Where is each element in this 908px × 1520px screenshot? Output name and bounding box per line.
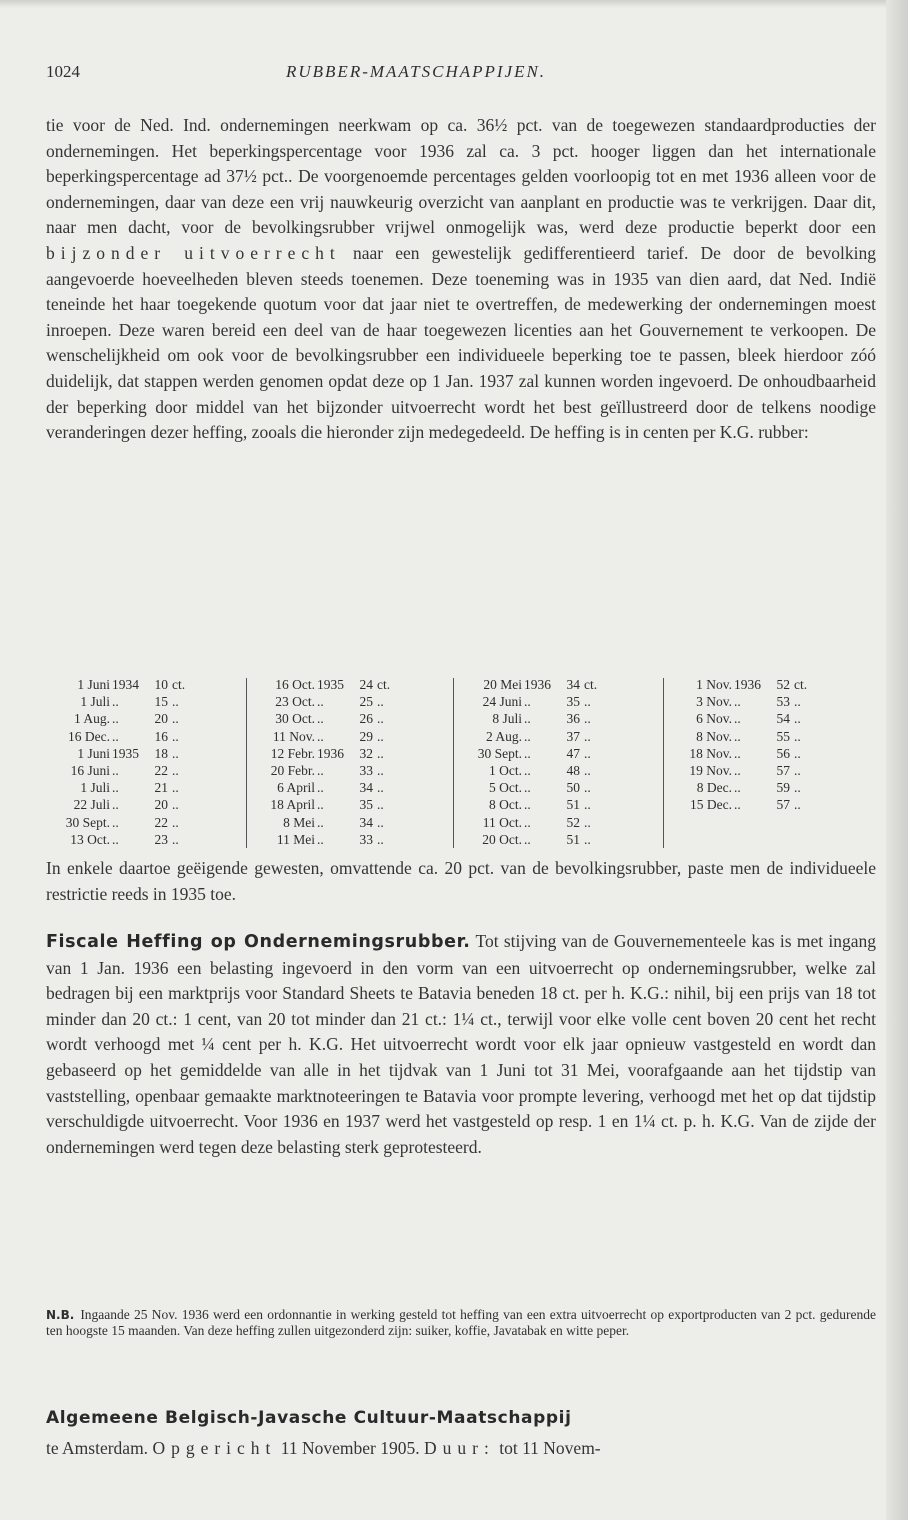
rate-row (48, 831, 238, 848)
rate-row (48, 676, 238, 693)
rate-row (460, 779, 650, 796)
rate-row (460, 796, 650, 813)
company-duration-text: tot 11 Novem- (494, 1437, 601, 1458)
section-fiscal-levy (46, 929, 876, 1160)
rate-year: .. (112, 694, 119, 710)
export-duty-rate-table (48, 676, 878, 848)
rate-year: .. (317, 814, 324, 830)
rate-unit: .. (172, 694, 179, 710)
para1-text-start: tie voor de Ned. Ind. ondernemingen neerkwam op ca. 36½ pct. van de toegewezen standaardproducties der ondernemingen. Het beperkingspercentage voor 1936 zal ca. 3 pct. hooger liggen dan het internationale beperkingspercentage ad 37½ pct.. De voorgenoemde percentages gelden voorloopig tot en met 1936 alleen voor de ondernemingen, daar van deze een vrij nauwkeurig overzicht van aanplant en productie was te verkrijgen. Daar dit, naar men dacht, voor de bevolkingsrubber vrijwel onmogelijk was, werd deze productie beperkt door een (46, 115, 876, 238)
rate-date: 5 Oct. (489, 780, 522, 796)
rate-value: 24 (359, 677, 373, 692)
rate-row (253, 796, 443, 813)
rate-year: .. (317, 728, 324, 744)
rate-year: .. (524, 728, 531, 744)
rate-year: .. (524, 814, 531, 830)
rate-row (670, 710, 860, 727)
rate-value: 37 (566, 728, 580, 744)
rate-year: .. (524, 780, 531, 796)
paragraph-quota (46, 113, 876, 446)
rate-date: 8 Mei (283, 814, 315, 830)
rate-unit: .. (794, 797, 801, 813)
rate-year: .. (112, 797, 119, 813)
rate-unit: .. (172, 814, 179, 830)
rate-value: 22 (154, 814, 168, 830)
note-label: N.B. (46, 1308, 75, 1322)
rate-row (670, 728, 860, 745)
rate-date: 11 Nov. (272, 728, 315, 744)
rate-value: 36 (566, 711, 580, 727)
rate-row (253, 779, 443, 796)
rate-date: 16 Dec. (68, 728, 110, 744)
rate-unit: .. (584, 728, 591, 744)
rate-value: 50 (566, 780, 580, 796)
rate-date: 6 Nov. (696, 711, 732, 727)
fiscal-text: Tot stijving van de Gouvernementeele kas is met ingang van 1 Jan. 1936 een belasting ingevoerd in den vorm van een uitvoerrecht op ondernemingsrubber, welke zal bedragen bij een marktprijs voor Standard Sheets te Batavia beneden 18 ct. per h. K.G.: nihil, bij een prijs van 18 tot minder dan 20 ct.: 1 cent, van 20 tot minder dan 21 ct.: 1¼ ct., terwijl voor elke volle cent boven 20 cent het recht wordt verhoogd met ¼ cent per h. K.G. Het uitvoerrecht wordt voor elk jaar opnieuw vastgesteld en wordt dan gebaseerd op het gemiddelde van alle in het tijdvak van 1 Juni tot 31 Mei, voorafgaande aan het tijdstip van vaststelling, openbaar gemaakte marktnoteeringen te Batavia voor prompte levering, verhoogd met het op dat tijdstip verschuldigde uitvoerrecht. Voor 1936 en 1937 werd het vastgesteld op resp. 1 en 1¼ ct. p. h. K.G. Van de zijde der ondernemingen werd tegen deze belasting sterk geprotesteerd. (46, 931, 877, 1157)
rate-date: 8 Nov. (696, 728, 732, 744)
rate-unit: .. (377, 745, 384, 761)
rate-row (460, 676, 650, 693)
rate-row (253, 814, 443, 831)
rate-unit: .. (794, 780, 801, 796)
rate-row (670, 676, 860, 693)
rate-year: .. (524, 745, 531, 761)
rate-unit: .. (377, 831, 384, 847)
rate-unit: .. (584, 831, 591, 847)
para1-text-end: naar een gewestelijk gedifferentieerd tarief. De door de bevolking aangevoerde hoeveelheden bleven steeds toenemen. Deze toeneming was in 1935 van dien aard, dat Ned. Indië teneinde het haar toegekende quotum voor dat jaar niet te overtreffen, de medewerking der ondernemingen moest inroepen. Deze waren bereid een deel van de haar toegewezen licenties aan het Gouvernement te verkoopen. De wenschelijkheid om ook voor de bevolkingsrubber een individueele beperking toe te passen, bleek hierdoor zóó duidelijk, dat stappen werden genomen opdat deze op 1 Jan. 1937 zal kunnen worden ingevoerd. De onhoudbaarheid der beperking door middel van het bijzonder uitvoerrecht wordt het best geïllustreerd door de telkens noodige veranderingen dezer heffing, zooals die hieronder zijn medegedeeld. De heffing is in centen per K.G. rubber: (46, 242, 876, 443)
paragraph-individual-restriction (46, 856, 876, 907)
rate-row (253, 728, 443, 745)
rate-year: 1935 (317, 677, 344, 692)
rate-date: 30 Sept. (477, 745, 522, 761)
column-divider (246, 678, 247, 848)
rate-value: 57 (776, 762, 790, 778)
rate-row (460, 693, 650, 710)
rate-row (460, 814, 650, 831)
rate-date: 20 Febr. (270, 762, 315, 778)
rate-year: .. (112, 831, 119, 847)
rate-unit: .. (172, 762, 179, 778)
rate-year: 1935 (112, 745, 139, 761)
rate-year: .. (317, 694, 324, 710)
rate-date: 19 Nov. (689, 762, 732, 778)
company-founded-date: 11 November 1905. (276, 1437, 425, 1458)
rate-year: 1936 (317, 745, 344, 761)
rate-year: .. (524, 797, 531, 813)
rate-value: 18 (154, 745, 168, 761)
rate-unit: .. (584, 762, 591, 778)
rate-unit: .. (172, 711, 179, 727)
rate-year: .. (112, 728, 119, 744)
rate-value: 34 (359, 780, 373, 796)
rate-year: .. (734, 780, 741, 796)
rate-date: 1 Juni (77, 745, 110, 761)
rate-value: 22 (154, 762, 168, 778)
rate-unit: ct. (794, 677, 808, 692)
rate-date: 11 Mei (276, 831, 315, 847)
rate-unit: .. (172, 797, 179, 813)
rate-date: 18 Nov. (689, 745, 732, 761)
rate-value: 59 (776, 780, 790, 796)
rate-value: 56 (776, 745, 790, 761)
rate-date: 1 Nov. (696, 677, 732, 692)
rate-row (253, 762, 443, 779)
rate-value: 26 (359, 711, 373, 727)
rate-row (670, 796, 860, 813)
rate-date: 8 Juli (492, 711, 522, 727)
rate-row (670, 745, 860, 762)
rate-date: 1 Juli (80, 780, 110, 796)
rate-year: .. (734, 762, 741, 778)
company-duration-label: Duur: (424, 1437, 495, 1458)
rate-date: 24 Juni (482, 694, 522, 710)
company-location: te Amsterdam. (46, 1437, 153, 1458)
rate-unit: .. (377, 780, 384, 796)
rate-year: .. (524, 762, 531, 778)
rate-unit: .. (172, 780, 179, 796)
column-divider (453, 678, 454, 848)
rate-unit: .. (377, 728, 384, 744)
rate-value: 20 (154, 711, 168, 727)
rate-date: 18 April (270, 797, 315, 813)
note-text: Ingaande 25 Nov. 1936 werd een ordonnantie in werking gesteld tot heffing van een extra uitvoerrecht op exportproducten van 2 pct. gedurende ten hoogste 15 maanden. Van deze heffing zullen uitgezonderd zijn: suiker, koffie, Javatabak en witte peper. (46, 1307, 876, 1339)
rate-year: .. (317, 762, 324, 778)
rate-year: .. (112, 762, 119, 778)
rate-column (670, 676, 860, 848)
rate-value: 33 (359, 831, 373, 847)
rate-row (48, 745, 238, 762)
rate-row (253, 676, 443, 693)
rate-value: 35 (359, 797, 373, 813)
rate-date: 16 Oct. (275, 677, 315, 692)
rate-unit: ct. (584, 677, 598, 692)
rate-unit: .. (172, 831, 179, 847)
rate-date: 20 Oct. (482, 831, 522, 847)
rate-row (48, 710, 238, 727)
rate-value: 52 (776, 677, 790, 692)
rate-date: 30 Sept. (65, 814, 110, 830)
rate-year: 1936 (524, 677, 551, 692)
rate-year: .. (524, 711, 531, 727)
rate-year: .. (317, 797, 324, 813)
rate-unit: .. (584, 694, 591, 710)
rate-value: 35 (566, 694, 580, 710)
rate-unit: .. (377, 797, 384, 813)
rate-year: .. (734, 694, 741, 710)
rate-value: 25 (359, 694, 373, 710)
rate-date: 23 Oct. (275, 694, 315, 710)
rate-value: 34 (566, 677, 580, 692)
rate-date: 22 Juli (73, 797, 110, 813)
rate-unit: .. (377, 814, 384, 830)
rate-date: 20 Mei (483, 677, 522, 692)
rate-year: .. (524, 694, 531, 710)
rate-year: .. (112, 814, 119, 830)
rate-unit: .. (794, 745, 801, 761)
rate-value: 29 (359, 728, 373, 744)
rate-value: 52 (566, 814, 580, 830)
rate-date: 1 Juli (80, 694, 110, 710)
rate-row (253, 693, 443, 710)
rate-unit: .. (584, 745, 591, 761)
rate-unit: .. (377, 711, 384, 727)
rate-date: 8 Dec. (696, 780, 732, 796)
fiscal-heading: Fiscale Heffing op Ondernemingsrubber. (46, 932, 471, 952)
rate-date: 1 Juni (77, 677, 110, 692)
rate-value: 34 (359, 814, 373, 830)
rate-unit: .. (377, 762, 384, 778)
rate-year: .. (317, 711, 324, 727)
rate-row (460, 762, 650, 779)
rate-row (460, 728, 650, 745)
rate-row (48, 814, 238, 831)
rate-year: .. (734, 711, 741, 727)
rate-column (460, 676, 650, 848)
rate-value: 55 (776, 728, 790, 744)
rate-value: 47 (566, 745, 580, 761)
rate-year: 1936 (734, 677, 761, 692)
company-founded-label: Opgericht (152, 1437, 277, 1458)
rate-year: .. (317, 831, 324, 847)
page-number: 1024 (46, 62, 80, 81)
rate-row (48, 728, 238, 745)
rate-row (253, 710, 443, 727)
rate-year: 1934 (112, 677, 139, 692)
rate-value: 23 (154, 831, 168, 847)
rate-unit: .. (172, 745, 179, 761)
rate-year: .. (734, 728, 741, 744)
running-head: RUBBER-MAATSCHAPPIJEN. (286, 62, 547, 81)
rate-unit: ct. (172, 677, 186, 692)
rate-value: 53 (776, 694, 790, 710)
page-right-edge (886, 0, 908, 1520)
para1-spaced-term: bijzonder uitvoerrecht (46, 242, 341, 263)
rate-unit: .. (584, 780, 591, 796)
rate-year: .. (524, 831, 531, 847)
rate-column (253, 676, 443, 848)
rate-date: 13 Oct. (70, 831, 110, 847)
rate-value: 20 (154, 797, 168, 813)
rate-unit: .. (794, 728, 801, 744)
rate-row (670, 693, 860, 710)
rate-value: 51 (566, 831, 580, 847)
rate-date: 11 Oct. (482, 814, 522, 830)
rate-value: 54 (776, 711, 790, 727)
rate-unit: .. (584, 711, 591, 727)
rate-row (460, 831, 650, 848)
rate-year: .. (734, 797, 741, 813)
rate-row (253, 745, 443, 762)
rate-row (670, 779, 860, 796)
rate-year: .. (317, 780, 324, 796)
rate-row (460, 710, 650, 727)
rate-value: 16 (154, 728, 168, 744)
rate-value: 33 (359, 762, 373, 778)
rate-row (48, 762, 238, 779)
rate-value: 15 (154, 694, 168, 710)
section-company (46, 1405, 876, 1461)
company-heading: Algemeene Belgisch-Javasche Cultuur-Maatschappij (46, 1408, 572, 1428)
rate-date: 6 April (277, 780, 315, 796)
rate-unit: .. (584, 814, 591, 830)
rate-value: 57 (776, 797, 790, 813)
rate-row (48, 779, 238, 796)
rate-year: .. (112, 711, 119, 727)
rate-date: 1 Aug. (73, 711, 110, 727)
rate-unit: .. (584, 797, 591, 813)
rate-value: 21 (154, 780, 168, 796)
rate-unit: ct. (377, 677, 391, 692)
rate-row (48, 796, 238, 813)
rate-date: 16 Juni (70, 762, 110, 778)
rate-unit: .. (794, 711, 801, 727)
rate-value: 32 (359, 745, 373, 761)
page-top-edge (0, 0, 908, 8)
footnote-nb (46, 1307, 876, 1339)
rate-value: 48 (566, 762, 580, 778)
rate-date: 30 Oct. (275, 711, 315, 727)
page-header (46, 62, 876, 88)
rate-date: 2 Aug. (485, 728, 522, 744)
rate-date: 15 Dec. (690, 797, 732, 813)
para2-text: In enkele daartoe geëigende gewesten, omvattende ca. 20 pct. van de bevolkingsrubber, paste men de individueele restrictie reeds in 1935 toe. (46, 858, 876, 904)
rate-value: 51 (566, 797, 580, 813)
rate-value: 10 (154, 677, 168, 692)
rate-unit: .. (172, 728, 179, 744)
rate-row (48, 693, 238, 710)
rate-row (670, 762, 860, 779)
rate-row (253, 831, 443, 848)
rate-year: .. (112, 780, 119, 796)
rate-date: 1 Oct. (489, 762, 522, 778)
rate-unit: .. (794, 762, 801, 778)
rate-year: .. (734, 745, 741, 761)
rate-column (48, 676, 238, 848)
rate-date: 3 Nov. (696, 694, 732, 710)
rate-date: 8 Oct. (489, 797, 522, 813)
rate-date: 12 Febr. (270, 745, 315, 761)
rate-unit: .. (377, 694, 384, 710)
rate-row (460, 745, 650, 762)
rate-unit: .. (794, 694, 801, 710)
column-divider (663, 678, 664, 848)
